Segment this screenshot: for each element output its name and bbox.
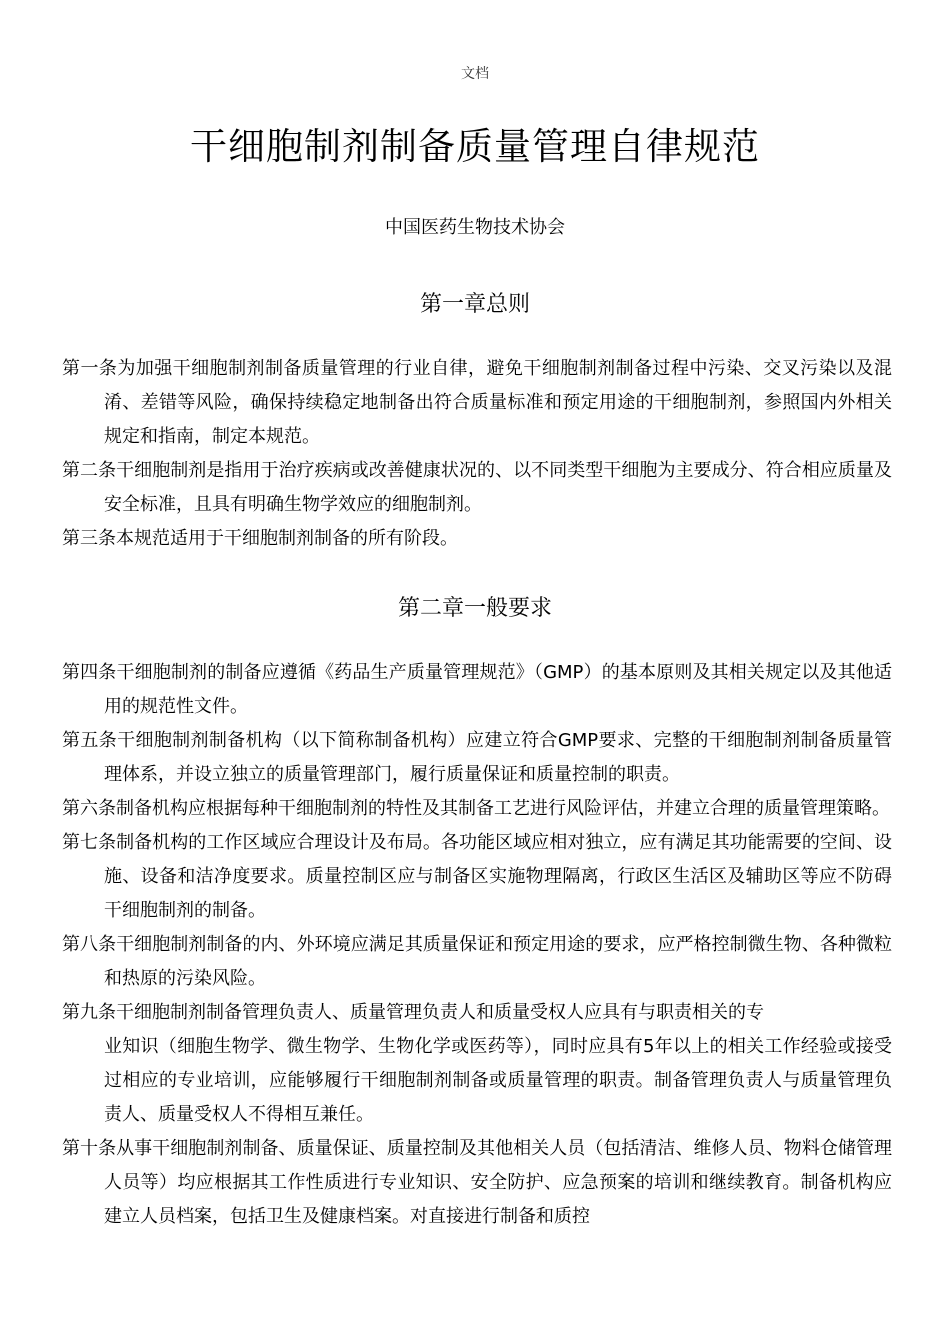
article-3: 第三条本规范适用于干细胞制剂制备的所有阶段。 [62, 528, 458, 549]
article-9-continued: 业知识（细胞生物学、微生物学、生物化学或医药等），同时应具有5年以上的相关工作经验或接受过相应的专业培训，应能够履行干细胞制剂制备或质量管理的职责。制备管理负责人与质量管理负责人、质量受权人不得相互兼任。 [104, 1036, 892, 1125]
document-title: 干细胞制剂制备质量管理自律规范 [190, 125, 760, 168]
article-1: 第一条为加强干细胞制剂制备质量管理的行业自律，避免干细胞制剂制备过程中污染、交叉污染以及混淆、差错等风险，确保持续稳定地制备出符合质量标准和预定用途的干细胞制剂，参照国内外相关规定和指南，制定本规范。 [62, 358, 892, 447]
article-5: 第五条干细胞制剂制备机构（以下简称制备机构）应建立符合GMP要求、完整的干细胞制剂制备质量管理体系，并设立独立的质量管理部门，履行质量保证和质量控制的职责。 [62, 730, 892, 785]
chapter-2-body [62, 656, 892, 1234]
organization-name: 中国医药生物技术协会 [385, 217, 565, 238]
article-2: 第二条干细胞制剂是指用于治疗疾病或改善健康状况的、以不同类型干细胞为主要成分、符合相应质量及安全标准，且具有明确生物学效应的细胞制剂。 [62, 460, 892, 515]
article-4: 第四条干细胞制剂的制备应遵循《药品生产质量管理规范》（GMP）的基本原则及其相关规定以及其他适用的规范性文件。 [62, 662, 892, 717]
article-8: 第八条干细胞制剂制备的内、外环境应满足其质量保证和预定用途的要求，应严格控制微生物、各种微粒和热原的污染风险。 [62, 934, 892, 989]
article-6: 第六条制备机构应根据每种干细胞制剂的特性及其制备工艺进行风险评估，并建立合理的质量管理策略。 [62, 798, 890, 819]
chapter-1-heading: 第一章总则 [419, 292, 530, 317]
article-9: 第九条干细胞制剂制备管理负责人、质量管理负责人和质量受权人应具有与职责相关的专 [62, 1002, 764, 1023]
article-10: 第十条从事干细胞制剂制备、质量保证、质量控制及其他相关人员（包括清洁、维修人员、物料仓储管理人员等）均应根据其工作性质进行专业知识、安全防护、应急预案的培训和继续教育。制备机构应建立人员档案，包括卫生及健康档案。对直接进行制备和质控 [62, 1138, 892, 1227]
chapter-1-body [62, 352, 892, 556]
article-7: 第七条制备机构的工作区域应合理设计及布局。各功能区域应相对独立，应有满足其功能需要的空间、设施、设备和洁净度要求。质量控制区应与制备区实施物理隔离，行政区生活区及辅助区等应不防碍干细胞制剂的制备。 [62, 832, 892, 921]
chapter-2-heading: 第二章一般要求 [397, 596, 552, 621]
header-label: 文档 [461, 66, 489, 82]
